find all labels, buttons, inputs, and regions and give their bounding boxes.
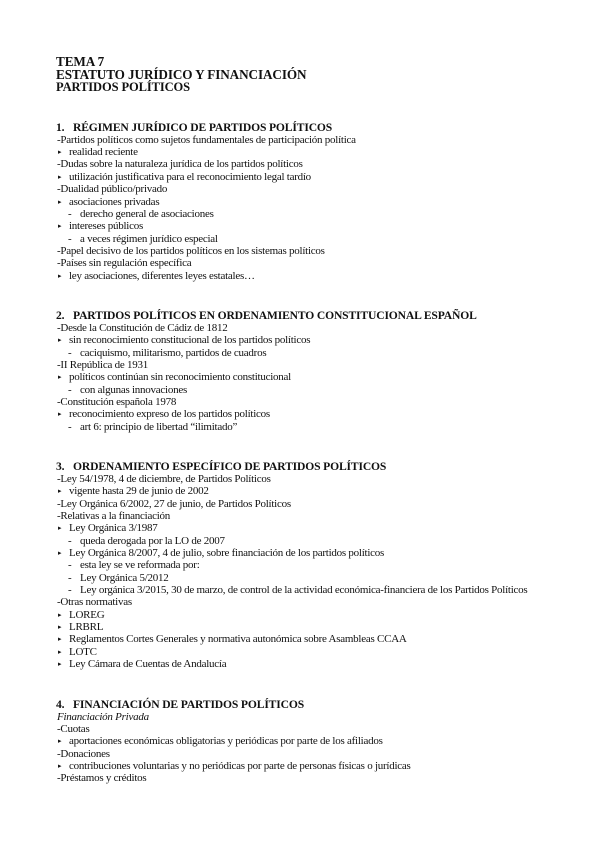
line-text: asociaciones privadas [69, 195, 160, 208]
sub-bullet-item [56, 535, 546, 547]
line-text: utilización justificativa para el reconocimiento legal tardío [69, 170, 311, 183]
dash-bullet-icon: - [68, 232, 72, 245]
line-text: aportaciones económicas obligatorias y periódicas por parte de los afiliados [69, 735, 383, 748]
triangle-bullet-icon: ▸ [58, 148, 62, 157]
bullet-item [56, 334, 546, 346]
bullet-item [56, 547, 546, 559]
triangle-bullet-icon: ▸ [58, 336, 62, 345]
sub-bullet-item [56, 347, 546, 359]
sub-bullet-item [56, 384, 546, 396]
section-4 [56, 698, 546, 785]
section-number: 4. [56, 697, 65, 711]
text-line [56, 396, 546, 408]
line-text: esta ley se ve reformada por: [80, 559, 200, 572]
line-text: -II República de 1931 [57, 358, 148, 371]
line-text: LOTC [69, 645, 97, 658]
bullet-item [56, 646, 546, 658]
line-text: políticos continúan sin reconocimiento constitucional [69, 371, 291, 384]
line-text: queda derogada por la LO de 2007 [80, 534, 225, 547]
bullet-item [56, 220, 546, 232]
text-line [56, 498, 546, 510]
text-line [56, 322, 546, 334]
text-line [56, 245, 546, 257]
triangle-bullet-icon: ▸ [58, 271, 62, 280]
text-line [56, 723, 546, 735]
triangle-bullet-icon: ▸ [58, 761, 62, 770]
section-title: PARTIDOS POLÍTICOS EN ORDENAMIENTO CONSTITUCIONAL ESPAÑOL [73, 308, 477, 322]
text-line [56, 183, 546, 195]
line-text: -Papel decisivo de los partidos políticos en los sistemas políticos [57, 244, 325, 257]
line-text: Ley Orgánica 5/2012 [80, 571, 169, 584]
sub-bullet-item [56, 208, 546, 220]
line-text: Financiación Privada [57, 710, 149, 723]
triangle-bullet-icon: ▸ [58, 623, 62, 632]
triangle-bullet-icon: ▸ [58, 549, 62, 558]
bullet-item [56, 371, 546, 383]
section-title: RÉGIMEN JURÍDICO DE PARTIDOS POLÍTICOS [73, 120, 333, 134]
line-text: -Partidos políticos como sujetos fundamentales de participación política [57, 133, 356, 146]
line-text: derecho general de asociaciones [80, 207, 214, 220]
text-line [56, 711, 546, 723]
sub-bullet-item [56, 421, 546, 433]
document-page [56, 56, 546, 785]
section-2 [56, 309, 546, 433]
triangle-bullet-icon: ▸ [58, 373, 62, 382]
triangle-bullet-icon: ▸ [58, 610, 62, 619]
line-text: -Otras normativas [57, 596, 132, 609]
line-text: -Dualidad público/privado [57, 183, 168, 196]
dash-bullet-icon: - [68, 584, 72, 597]
bullet-item [56, 633, 546, 645]
triangle-bullet-icon: ▸ [58, 647, 62, 656]
section-heading [56, 309, 546, 322]
bullet-item [56, 522, 546, 534]
section-heading [56, 121, 546, 134]
dash-bullet-icon: - [68, 534, 72, 547]
line-text: -Países sin regulación específica [57, 257, 192, 270]
text-line [56, 473, 546, 485]
sub-bullet-item [56, 233, 546, 245]
triangle-bullet-icon: ▸ [58, 660, 62, 669]
bullet-item [56, 621, 546, 633]
section-title: ORDENAMIENTO ESPECÍFICO DE PARTIDOS POLÍTICOS [73, 460, 387, 473]
document-title: ESTATUTO JURÍDICO Y FINANCIACIÓN [56, 66, 307, 82]
line-text: LOREG [69, 608, 105, 621]
text-line [56, 596, 546, 608]
section-heading [56, 460, 546, 473]
triangle-bullet-icon: ▸ [58, 487, 62, 496]
line-text: -Desde la Constitución de Cádiz de 1812 [57, 321, 228, 334]
bullet-item [56, 485, 546, 497]
line-text: -Dudas sobre la naturaleza jurídica de los partidos políticos [57, 158, 303, 171]
document-subtitle: PARTIDOS POLÍTICOS [56, 80, 191, 95]
line-text: Ley Orgánica 3/1987 [69, 522, 158, 535]
section-heading [56, 698, 546, 711]
text-line [56, 134, 546, 146]
line-text: Ley Cámara de Cuentas de Andalucía [69, 658, 227, 671]
sub-bullet-item [56, 572, 546, 584]
line-text: -Ley 54/1978, 4 de diciembre, de Partidos Políticos [57, 473, 271, 485]
section-title: FINANCIACIÓN DE PARTIDOS POLÍTICOS [73, 697, 305, 711]
dash-bullet-icon: - [68, 420, 72, 433]
dash-bullet-icon: - [68, 571, 72, 584]
line-text: Ley orgánica 3/2015, 30 de marzo, de control de la actividad económica-financiera de los Partidos Políticos [80, 584, 528, 597]
line-text: realidad reciente [69, 146, 138, 159]
bullet-item [56, 171, 546, 183]
line-text: Reglamentos Cortes Generales y normativa autonómica sobre Asambleas CCAA [69, 633, 407, 646]
line-text: ley asociaciones, diferentes leyes estatales… [69, 269, 255, 282]
triangle-bullet-icon: ▸ [58, 524, 62, 533]
bullet-item [56, 270, 546, 282]
text-line [56, 257, 546, 269]
tema-heading: TEMA 7 [56, 54, 105, 69]
line-text: -Préstamos y créditos [57, 772, 147, 785]
line-text: intereses públicos [69, 220, 144, 233]
bullet-item [56, 408, 546, 420]
line-text: Ley Orgánica 8/2007, 4 de julio, sobre financiación de los partidos políticos [69, 547, 385, 560]
line-text: LRBRL [69, 621, 104, 634]
bullet-item [56, 658, 546, 670]
line-text: -Relativas a la financiación [57, 510, 171, 523]
sub-bullet-item [56, 559, 546, 571]
bullet-item [56, 735, 546, 747]
triangle-bullet-icon: ▸ [58, 197, 62, 206]
triangle-bullet-icon: ▸ [58, 410, 62, 419]
triangle-bullet-icon: ▸ [58, 222, 62, 231]
triangle-bullet-icon: ▸ [58, 172, 62, 181]
triangle-bullet-icon: ▸ [58, 737, 62, 746]
line-text: -Constitución española 1978 [57, 395, 177, 408]
dash-bullet-icon: - [68, 383, 72, 396]
section-number: 1. [56, 120, 65, 134]
line-text: caciquismo, militarismo, partidos de cuadros [80, 346, 267, 359]
line-text: reconocimiento expreso de los partidos políticos [69, 408, 270, 421]
text-line [56, 359, 546, 371]
text-line [56, 158, 546, 170]
line-text: art 6: principio de libertad “ilimitado” [80, 420, 238, 433]
dash-bullet-icon: - [68, 559, 72, 572]
sub-bullet-item [56, 584, 546, 596]
triangle-bullet-icon: ▸ [58, 635, 62, 644]
line-text: a veces régimen jurídico especial [80, 232, 218, 245]
dash-bullet-icon: - [68, 346, 72, 359]
text-line [56, 772, 546, 784]
section-3 [56, 460, 546, 671]
sections-container [56, 121, 546, 785]
line-text: con algunas innovaciones [80, 383, 188, 396]
section-number: 3. [56, 460, 65, 473]
dash-bullet-icon: - [68, 207, 72, 220]
line-text: sin reconocimiento constitucional de los partidos políticos [69, 334, 311, 347]
bullet-item [56, 146, 546, 158]
line-text: -Ley Orgánica 6/2002, 27 de junio, de Partidos Políticos [57, 497, 291, 510]
bullet-item [56, 196, 546, 208]
line-text: -Cuotas [57, 722, 90, 735]
section-number: 2. [56, 308, 65, 322]
bullet-item [56, 609, 546, 621]
section-1 [56, 121, 546, 282]
bullet-item [56, 760, 546, 772]
line-text: contribuciones voluntarias y no periódicas por parte de personas físicas o jurídicas [69, 759, 411, 772]
text-line [56, 748, 546, 760]
line-text: -Donaciones [57, 747, 110, 760]
line-text: vigente hasta 29 de junio de 2002 [69, 485, 209, 498]
text-line [56, 510, 546, 522]
